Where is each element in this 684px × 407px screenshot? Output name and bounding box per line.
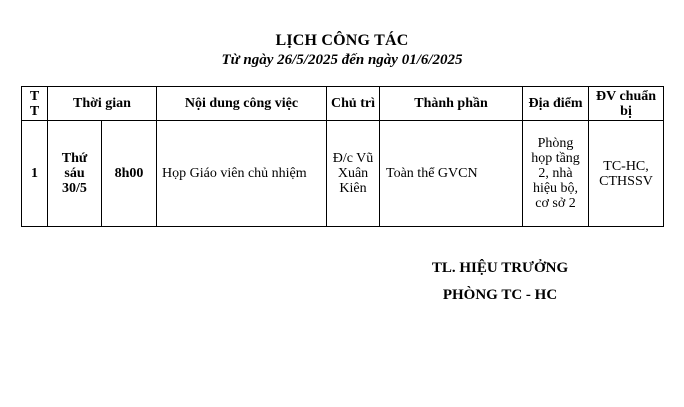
date-range-subtitle: Từ ngày 26/5/2025 đến ngày 01/6/2025 — [221, 52, 463, 68]
schedule-table — [21, 86, 664, 227]
cell-location: Phòng họp tầng 2, nhà hiệu bộ, cơ sở 2 — [523, 121, 589, 227]
signature-department: PHÒNG TC - HC — [442, 287, 558, 303]
signature-title: TL. HIỆU TRƯỞNG — [431, 260, 569, 276]
col-header-time: Thời gian — [48, 87, 157, 121]
col-header-prep: ĐV chuẩn bị — [589, 87, 664, 121]
table-header-row — [22, 87, 664, 121]
cell-hour: 8h00 — [102, 121, 157, 227]
col-header-tt: T T — [22, 87, 48, 121]
document-title: LỊCH CÔNG TÁC — [275, 32, 409, 49]
cell-day: Thứ sáu 30/5 — [48, 121, 102, 227]
cell-chair: Đ/c Vũ Xuân Kiên — [327, 121, 380, 227]
cell-participants: Toàn thể GVCN — [380, 121, 523, 227]
col-header-chair: Chủ trì — [327, 87, 380, 121]
col-header-location: Địa điểm — [523, 87, 589, 121]
col-header-participants: Thành phần — [380, 87, 523, 121]
cell-prep: TC-HC, CTHSSV — [589, 121, 664, 227]
table-row — [22, 121, 664, 227]
cell-content: Họp Giáo viên chủ nhiệm — [157, 121, 327, 227]
col-header-content: Nội dung công việc — [157, 87, 327, 121]
cell-tt: 1 — [22, 121, 48, 227]
